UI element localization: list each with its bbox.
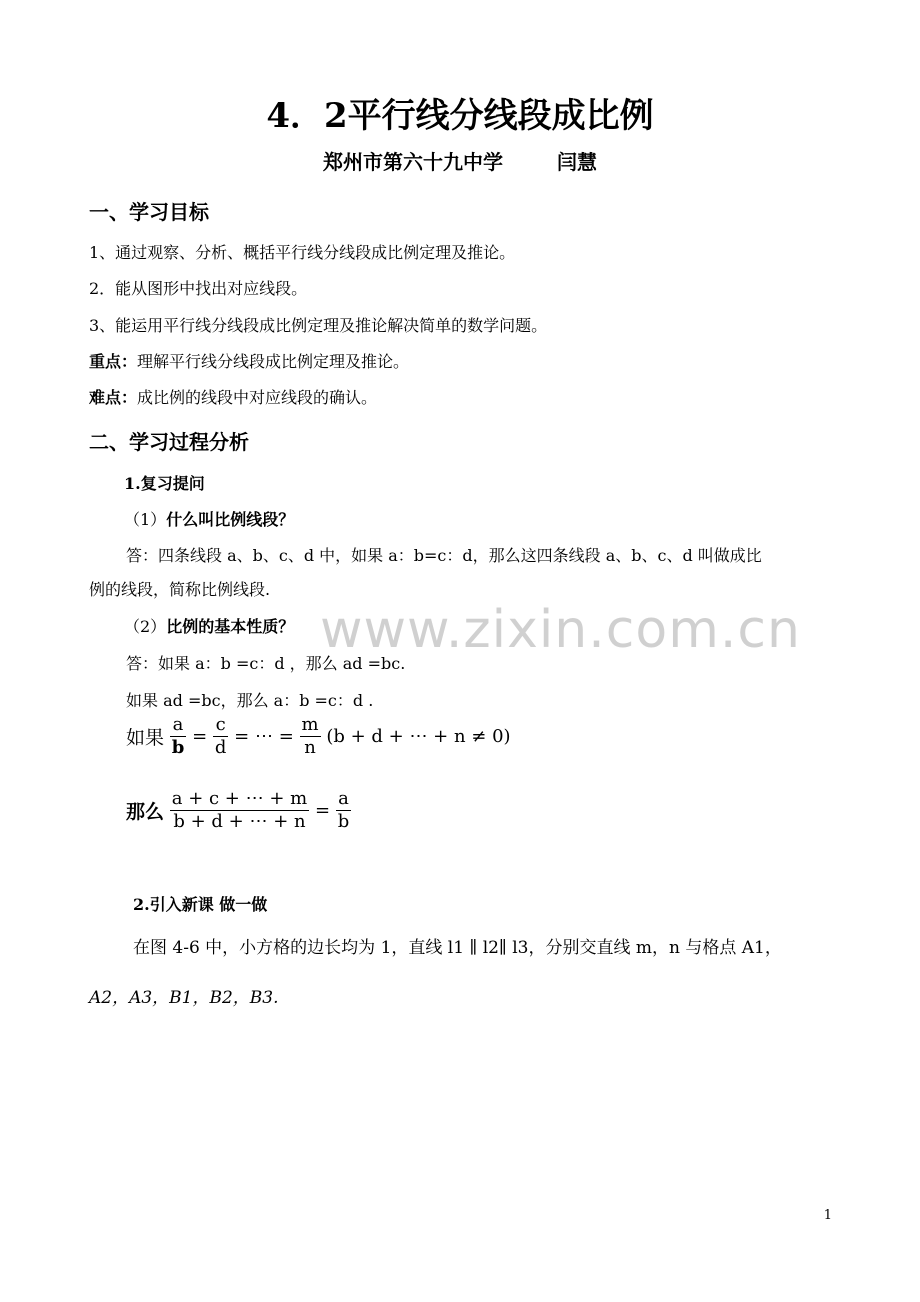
exercise-line1: 在图 4-6 中，小方格的边长均为 1，直线 l1 ∥ l2∥ l3，分别交直线 m，n 与格点 A1，	[133, 938, 782, 958]
fraction-denominator: b	[171, 737, 185, 758]
answer-1-line1: 答：四条线段 a、b、c、d 中，如果 a：b=c：d，那么这四条线段 a、b、c、d 叫做成比	[126, 546, 762, 565]
key-text: 理解平行线分线段成比例定理及推论。	[137, 352, 410, 371]
formula-then: 那么 $\frac{a + c + \cdots + m}{b + d + \cdots + n}$ = $\frac{a}{b}$	[126, 788, 350, 832]
answer-1-line2: 例的线段，简称比例线段.	[89, 580, 271, 599]
question-1-text: 什么叫比例线段？	[166, 510, 295, 529]
answer-2-line1: 答：如果 a：b =c：d ，那么 ad =bc.	[126, 654, 406, 673]
fraction-sum	[170, 788, 309, 833]
exercise-line2: A2，A3，B1，B2，B3.	[89, 988, 279, 1008]
question-1-number: （1）	[124, 510, 167, 529]
author-name: 闫慧	[556, 150, 597, 174]
page-number: 1	[823, 1208, 832, 1223]
formula-ellipsis: = ⋯ =	[234, 726, 294, 747]
formula-if-prefix: 如果	[126, 727, 165, 749]
school-name: 郑州市第六十九中学	[323, 150, 504, 174]
answer-2-line2: 如果 ad =bc，那么 a：b =c：d .	[126, 691, 374, 710]
fraction-denominator: b + d + ⋯ + n	[173, 811, 306, 832]
fraction-c-d	[213, 714, 229, 759]
question-1	[124, 507, 294, 530]
difficult-point	[89, 385, 377, 408]
fraction-numerator: c	[213, 714, 229, 737]
goal-2: 2．能从图形中找出对应线段。	[89, 279, 308, 298]
question-2	[124, 614, 294, 637]
key-point	[89, 349, 409, 372]
difficult-label: 难点：	[89, 388, 138, 407]
key-label: 重点：	[89, 352, 138, 371]
section1-heading: 一、学习目标	[89, 200, 209, 224]
subsection-review: 1.复习提问	[124, 474, 205, 493]
difficult-text: 成比例的线段中对应线段的确认。	[137, 388, 378, 407]
fraction-denominator: n	[304, 737, 316, 758]
formula-then-prefix: 那么	[126, 801, 165, 823]
fraction-denominator: d	[214, 737, 227, 758]
section2-heading: 二、学习过程分析	[89, 430, 249, 454]
subsection-new-lesson: 2.引入新课 做一做	[133, 895, 268, 914]
fraction-numerator: m	[301, 714, 319, 735]
question-2-text: 比例的基本性质？	[166, 617, 295, 636]
fraction-m-n	[300, 714, 321, 759]
formula-if: 如果 $\frac{a}{b}$ = $\frac{c}{d}$ = ⋯ = $\frac{m}{n}$ (b + d + ⋯ + n ≠ 0)	[126, 714, 511, 758]
watermark: www.zixin.com.cn	[320, 600, 801, 660]
fraction-numerator: a + c + ⋯ + m	[171, 788, 308, 809]
fraction-a-b	[170, 714, 187, 759]
subtitle	[0, 146, 920, 175]
fraction-denominator: b	[337, 811, 350, 832]
fraction-result	[336, 788, 352, 833]
goal-1: 1、通过观察、分析、概括平行线分线段成比例定理及推论。	[89, 243, 516, 262]
formula-condition: (b + d + ⋯ + n ≠ 0)	[326, 726, 511, 747]
goal-3: 3、能运用平行线分线段成比例定理及推论解决简单的数学问题。	[89, 316, 548, 335]
fraction-numerator: a	[170, 714, 187, 737]
page-title: 4．2平行线分线段成比例	[266, 96, 654, 136]
question-2-number: （2）	[124, 617, 167, 636]
fraction-numerator: a	[336, 788, 352, 811]
